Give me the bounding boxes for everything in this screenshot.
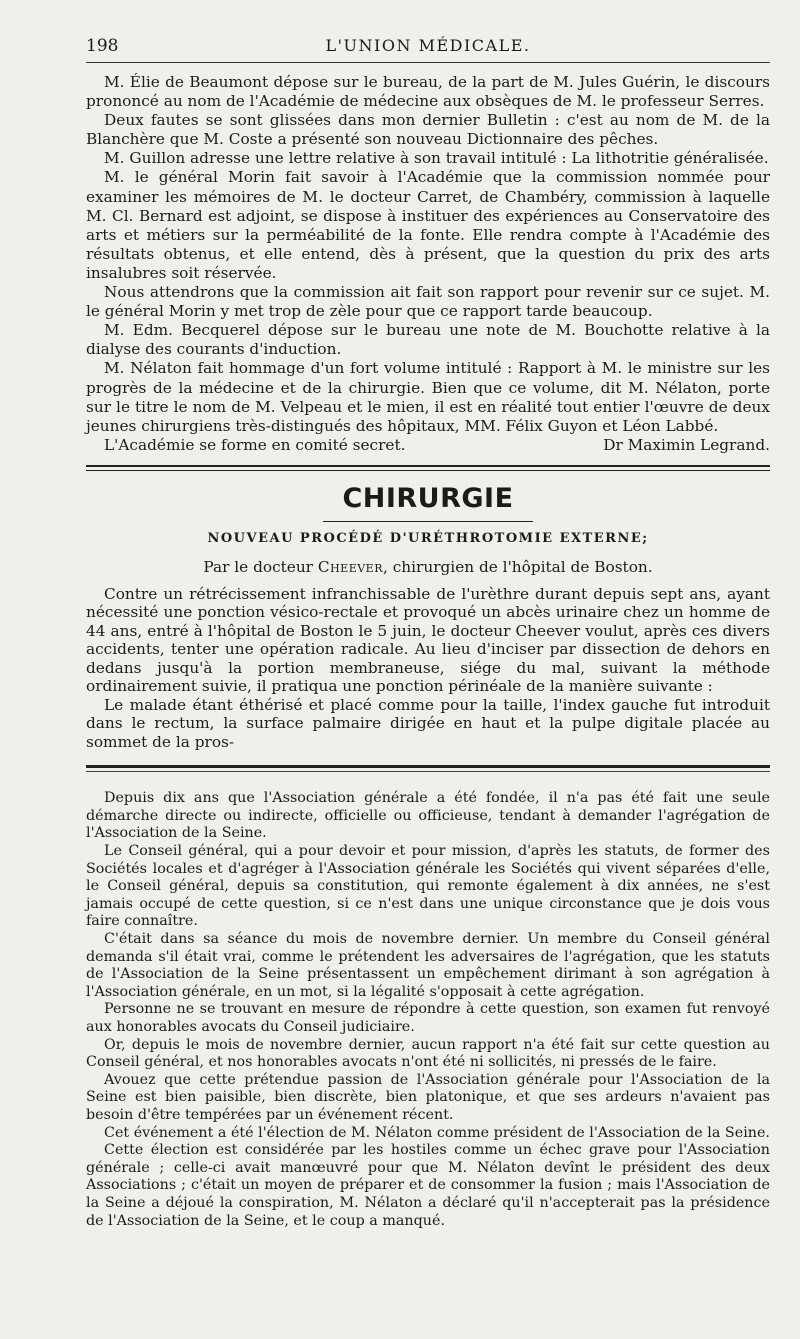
- paragraph: M. Edm. Becquerel dépose sur le bureau une note de M. Bouchotte relative à la dialyse des courants d'induction.: [86, 321, 770, 359]
- section-title: CHIRURGIE: [342, 482, 514, 514]
- page-number: 198: [86, 36, 119, 56]
- paragraph: Cet événement a été l'élection de M. Nélaton comme président de l'Association de la Seine.: [104, 1124, 770, 1141]
- paragraph: Le malade étant éthérisé et placé comme pour la taille, l'index gauche fut introduit dans le rectum, la surface palmaire dirigée en haut et la pulpe digitale placée au sommet de la pros-: [86, 695, 770, 751]
- association-feuilleton: [86, 790, 770, 1230]
- paragraph: Contre un rétrécissement infranchissable de l'urèthre durant depuis sept ans, ayant nécessité une ponction vésico-rectale et provoqué un abcès urinaire chez un homme de 44 ans, entré à l'hôpital de Boston le 5 juin, le docteur Cheever voulut, après ces divers accidents, tenter une opération radicale. Au lieu d'inciser par dissection de dehors en dedans jusqu'à la portion membraneuse, siége du mal, suivant la méthode ordinairement suivie, il pratiqua une ponction périnéale de la manière suivante :: [86, 584, 770, 696]
- paragraph: M. Guillon adresse une lettre relative à son travail intitulé : La lithotritie généralisée.: [104, 149, 769, 168]
- closing-text: L'Académie se forme en comité secret.: [104, 435, 406, 454]
- paragraph: M. Nélaton fait hommage d'un fort volume intitulé : Rapport à M. le ministre sur les progrès de la médecine et de la chirurgie. Bien que ce volume, dit M. Nélaton, porte sur le titre le nom de M. Velpeau et le mien, il est en réalité tout entier l'œuvre de deux jeunes chirurgiens très-distingués des hôpitaux, MM. Félix Guyon et Léon Labbé.: [86, 359, 770, 435]
- byline-prefix: Par le docteur: [203, 557, 313, 576]
- section-divider: [86, 465, 770, 471]
- paragraph: C'était dans sa séance du mois de novembre dernier. Un membre du Conseil général demanda s'il était vrai, comme le prétendent les adversaires de l'agrégation, que les statuts de l'Association de la Seine présentassent un empêchement dirimant à son agrégation à l'Association générale, en un mot, si la légalité s'opposait à cette agrégation.: [86, 931, 770, 1000]
- paragraph: Depuis dix ans que l'Association générale a été fondée, il n'a pas été fait une seule démarche directe ou indirecte, officielle ou officieuse, tendant à demander l'agrégation de l'Association de la Seine.: [86, 790, 770, 842]
- byline: [86, 558, 770, 577]
- paragraph: Personne ne se trouvant en mesure de répondre à cette question, son examen fut renvoyé aux honorables avocats du Conseil judiciaire.: [86, 1001, 770, 1035]
- paragraph: M. Élie de Beaumont dépose sur le bureau, de la part de M. Jules Guérin, le discours prononcé au nom de l'Académie de médecine aux obsèques de M. le professeur Serres.: [86, 73, 770, 111]
- surgery-article: [86, 585, 770, 752]
- article-title: NOUVEAU PROCÉDÉ D'URÉTHROTOMIE EXTERNE;: [207, 530, 649, 546]
- running-head: [86, 0, 770, 63]
- byline-suffix: , chirurgien de l'hôpital de Boston.: [383, 557, 653, 576]
- academy-report: [86, 63, 770, 455]
- paragraph: Le Conseil général, qui a pour devoir et pour mission, d'après les statuts, de former des Sociétés locales et d'agréger à l'Association générale les Sociétés qui vivent séparées d'elle, le Conseil général, depuis sa constitution, qui remonte également à dix années, ne s'est jamais occupé de cette question, si ce n'est dans une unique circonstance que je dois vous faire connaître.: [86, 843, 770, 930]
- paragraph: M. le général Morin fait savoir à l'Académie que la commission nommée pour examiner les mémoires de M. le docteur Carret, de Chambéry, commission à laquelle M. Cl. Bernard est adjoint, se dispose à instituer des expériences au Conservatoire des arts et métiers sur la perméabilité de la fonte. Elle rendra compte à l'Académie des résultats obtenus, et elle entend, dès à présent, que la question du prix des arts insalubres soit réservée.: [86, 168, 770, 282]
- byline-author: Cheever: [317, 557, 383, 576]
- paragraph: Or, depuis le mois de novembre dernier, aucun rapport n'a été fait sur cette question au Conseil général, et nos honorables avocats n'ont été ni sollicités, ni pressés de le faire.: [86, 1036, 770, 1071]
- paragraph: Avouez que cette prétendue passion de l'Association générale pour l'Association de la Seine est bien paisible, bien discrète, bien platonique, et que ses ardeurs n'avaient pas besoin d'être tempérées par un événement récent.: [86, 1071, 770, 1123]
- closing-line: [86, 436, 770, 455]
- title-underline: [323, 521, 533, 522]
- feuilleton-divider: [86, 765, 770, 772]
- paragraph: Nous attendrons que la commission ait fait son rapport pour revenir sur ce sujet. M. le général Morin y met trop de zèle pour que ce rapport tarde beaucoup.: [86, 283, 770, 321]
- paragraph: Deux fautes se sont glissées dans mon dernier Bulletin : c'est au nom de M. de la Blanchère que M. Coste a présenté son nouveau Dictionnaire des pêches.: [86, 111, 770, 149]
- paragraph: Cette élection est considérée par les hostiles comme un échec grave pour l'Association générale ; celle-ci avait manœuvré pour que M. Nélaton devînt le président des deux Associations ; c'était un moyen de préparer et de consommer la fusion ; mais l'Association de la Seine a déjoué la conspiration, M. Nélaton a déclaré qu'il n'accepterait pas la présidence de l'Association de la Seine, et le coup a manqué.: [86, 1142, 770, 1229]
- journal-title: L'UNION MÉDICALE.: [325, 36, 531, 55]
- signature: Dr Maximin Legrand.: [603, 435, 770, 454]
